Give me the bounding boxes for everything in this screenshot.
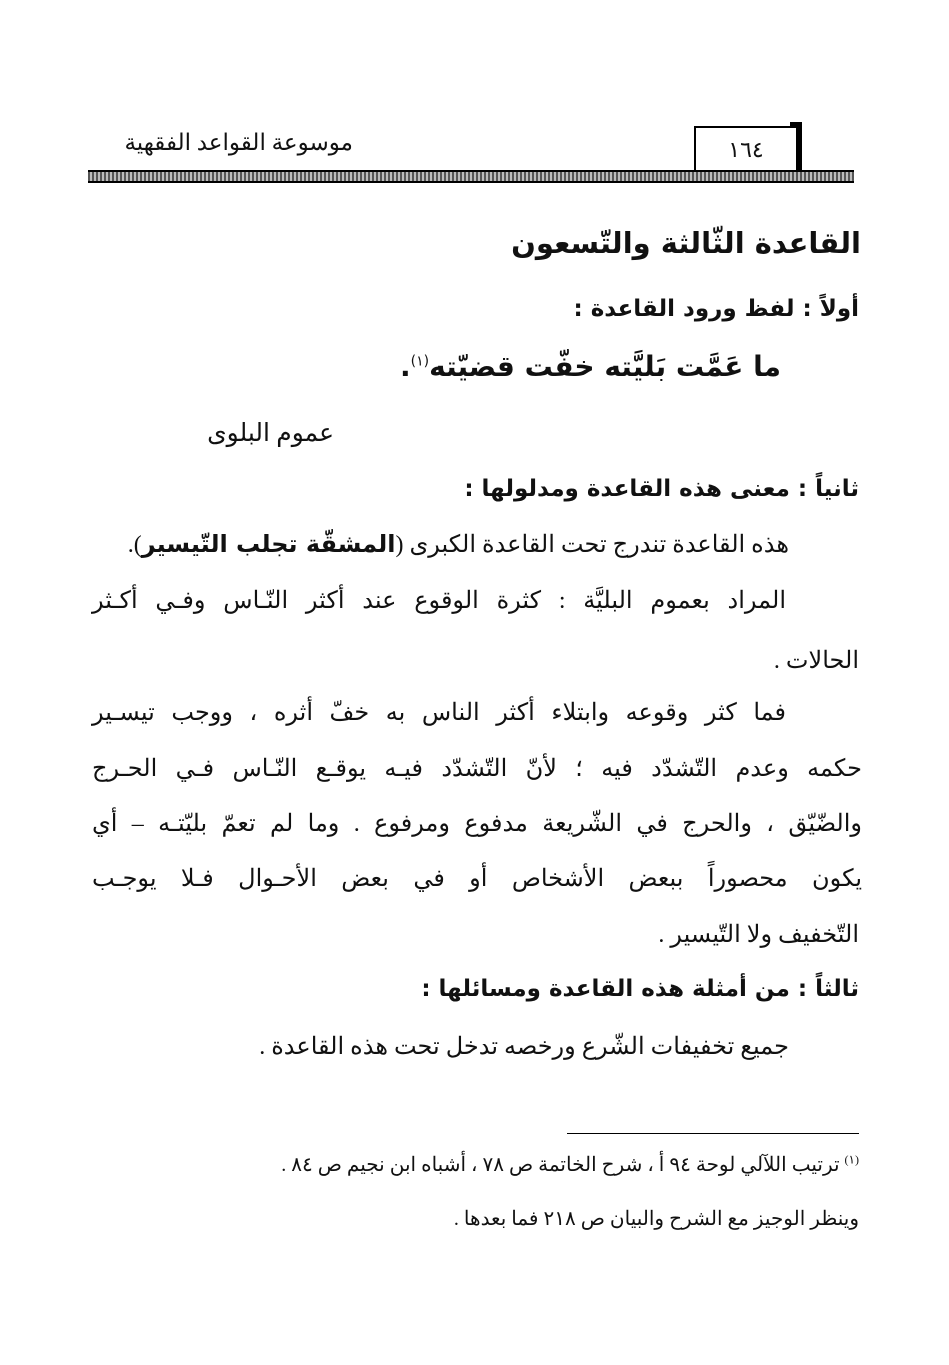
paragraph-9: جميع تخفيفات الشّرع ورخصه تدخل تحت هذه القاعدة . (259, 1034, 789, 1060)
footnote-1-text: ترتيب اللآلي لوحة ٩٤ أ ، شرح الخاتمة ص ٧٨ ، أشباه ابن نجيم ص ٨٤ . (281, 1154, 840, 1176)
para1-end: ). (127, 532, 142, 558)
footnote-2: وينظر الوجيز مع الشرح والبيان ص ٢١٨ فما بعدها . (453, 1208, 859, 1230)
section2-heading: ثانياً : معنى هذه القاعدة ومدلولها : (464, 476, 859, 502)
body-line-8: التّخفيف ولا التّيسير . (658, 922, 859, 948)
paragraph-1 (128, 530, 789, 559)
para1-bold: المشقّة تجلب التّيسير (141, 530, 396, 558)
para1-start: هذه القاعدة تندرج تحت القاعدة الكبرى ( (395, 532, 789, 558)
rule-text (400, 350, 781, 383)
body-line-3: الحالات . (773, 648, 859, 674)
header-rule (88, 170, 854, 183)
running-header-title: موسوعة القواعد الفقهية (124, 130, 353, 155)
section1-heading: أولاً : لفظ ورود القاعدة : (573, 296, 859, 322)
page-number: ١٦٤ (728, 137, 764, 162)
page-number-box (694, 126, 798, 172)
rule-title: القاعدة الثّالثة والتّسعون (511, 226, 861, 260)
body-line-5: حكمه وعدم التّشدّد فيه ؛ لأنّ التّشدّد فيـه يوقـع النّـاس فـي الحـرج (92, 756, 862, 782)
rule-footnote-ref: (١) (410, 353, 430, 370)
body-line-4: فما كثر وقوعه وابتلاء أكثر الناس به خفّ أثره ، ووجب تيسـير (92, 700, 786, 726)
body-line-6: والضّيّق ، والحرج في الشّريعة مدفوع ومرفوع . وما لم تعمّ بليّتـه – أي (92, 811, 862, 837)
section3-heading: ثالثاً : من أمثلة هذه القاعدة ومسائلها : (421, 976, 859, 1002)
footnote-1-marker: (١) (844, 1152, 859, 1167)
rule-text-content: ما عَمَّت بَليَّته خفّت قضيّته (429, 350, 781, 383)
body-line-7: يكون محصوراً ببعض الأشخاص أو في بعض الأحـوال فـلا يوجـب (92, 866, 862, 892)
footnote-divider (567, 1133, 859, 1134)
marginal-note: عموم البلوى (207, 420, 334, 447)
body-line-2: المراد بعموم البليَّة : كثرة الوقوع عند أكثر النّـاس وفـي أكـثر (92, 588, 786, 614)
footnote-1 (281, 1152, 859, 1177)
rule-text-end: . (399, 350, 411, 383)
